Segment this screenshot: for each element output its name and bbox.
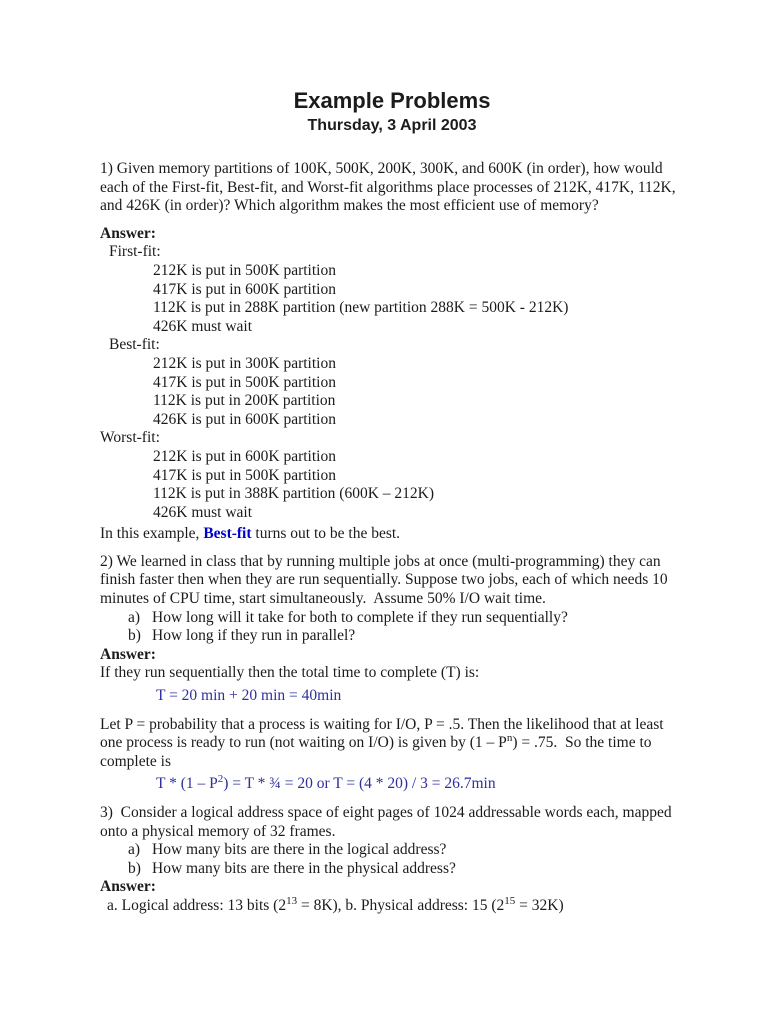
best-fit-item: 426K is put in 600K partition <box>153 410 336 428</box>
answer-post: = 32K) <box>515 896 564 914</box>
best-fit-heading: Best-fit: <box>109 336 160 354</box>
problem-2-explanation <box>100 716 684 772</box>
answer-superscript-15: 15 <box>504 894 516 907</box>
first-fit-item: 426K must wait <box>153 317 253 335</box>
worst-fit-item: 426K must wait <box>153 503 253 521</box>
formula-superscript: 2 <box>217 773 224 786</box>
problem-2-question-b <box>100 627 684 646</box>
worst-fit-heading: Worst-fit: <box>100 429 160 447</box>
first-fit-item: 417K is put in 600K partition <box>153 280 336 298</box>
first-fit-heading: First-fit: <box>109 243 161 261</box>
parallel-time-formula <box>100 775 684 794</box>
problem-2-answer-label: Answer: <box>100 645 156 663</box>
best-fit-item: 417K is put in 500K partition <box>153 373 336 391</box>
conclusion-post: turns out to be the best. <box>251 525 401 543</box>
conclusion-pre: In this example, <box>100 525 204 543</box>
sequential-time-formula: T = 20 min + 20 min = 40min <box>156 687 342 705</box>
page-subtitle: Thursday, 3 April 2003 <box>307 117 477 134</box>
question-label: a) <box>128 841 141 859</box>
question-text: How many bits are there in the logical address? <box>152 841 447 859</box>
problem-2-answer-intro: If they run sequentially then the total time to complete (T) is: <box>100 664 480 682</box>
answer-pre: a. Logical address: 13 bits (2 <box>107 896 287 914</box>
problem-2-question-a <box>100 609 684 628</box>
question-label: b) <box>128 627 141 645</box>
answer-mid: = 8K), b. Physical address: 15 (2 <box>297 896 505 914</box>
answer-superscript-13: 13 <box>286 894 298 907</box>
first-fit-item: 212K is put in 500K partition <box>153 261 336 279</box>
worst-fit-item: 417K is put in 500K partition <box>153 466 336 484</box>
first-fit-section <box>100 243 684 336</box>
first-fit-item: 112K is put in 288K partition (new partition 288K = 500K - 212K) <box>153 299 569 317</box>
page-title: Example Problems <box>293 88 491 113</box>
worst-fit-item: 112K is put in 388K partition (600K – 212K) <box>153 485 434 503</box>
worst-fit-section <box>100 429 684 522</box>
problem-3-statement: 3) Consider a logical address space of eight pages of 1024 addressable words each, mapped onto a physical memory of 32 frames. <box>100 804 676 840</box>
problem-3-answer <box>100 894 684 916</box>
explanation-superscript: n <box>506 732 513 745</box>
problem-1-answer-label: Answer: <box>100 224 156 242</box>
problem-3-question-b <box>100 860 684 879</box>
explanation-pre: Let P = probability that a process is waiting for I/O, P = .5. Then the likelihood that at least one process is ready to run (not waiting on I/O) is given by (1 – P <box>100 715 668 752</box>
worst-fit-item: 212K is put in 600K partition <box>153 447 336 465</box>
problem-1-conclusion <box>100 525 684 544</box>
problem-1-statement: 1) Given memory partitions of 100K, 500K, 200K, 300K, and 600K (in order), how would each of the First-fit, Best-fit, and Worst-fit algorithms place processes of 212K, 417K, 112K, and 426K (in order)? Which algorithm makes the most efficient use of memory? <box>100 160 680 215</box>
problem-2-statement: 2) We learned in class that by running multiple jobs at once (multi-programming) they can finish faster then when they are run sequentially. Suppose two jobs, each of which needs 10 minutes of CPU time, start simultaneously. Assume 50% I/O wait time. <box>100 552 672 608</box>
question-label: b) <box>128 859 141 877</box>
problem-3-answer-label: Answer: <box>100 878 156 896</box>
question-label: a) <box>128 608 141 626</box>
formula-post: ) = T * ¾ = 20 or T = (4 * 20) / 3 = 26.7min <box>223 775 496 793</box>
best-fit-section <box>100 336 684 429</box>
best-fit-item: 112K is put in 200K partition <box>153 392 336 410</box>
best-fit-item: 212K is put in 300K partition <box>153 354 336 372</box>
explanation-post: ) = .75. So the time to complete is <box>100 734 656 770</box>
question-text: How many bits are there in the physical address? <box>152 859 456 877</box>
formula-pre: T * (1 – P <box>156 775 218 793</box>
question-text: How long will it take for both to complete if they run sequentially? <box>152 608 568 626</box>
question-text: How long if they run in parallel? <box>152 627 356 645</box>
problem-3-question-a <box>100 841 684 860</box>
conclusion-highlight: Best-fit <box>203 525 252 543</box>
